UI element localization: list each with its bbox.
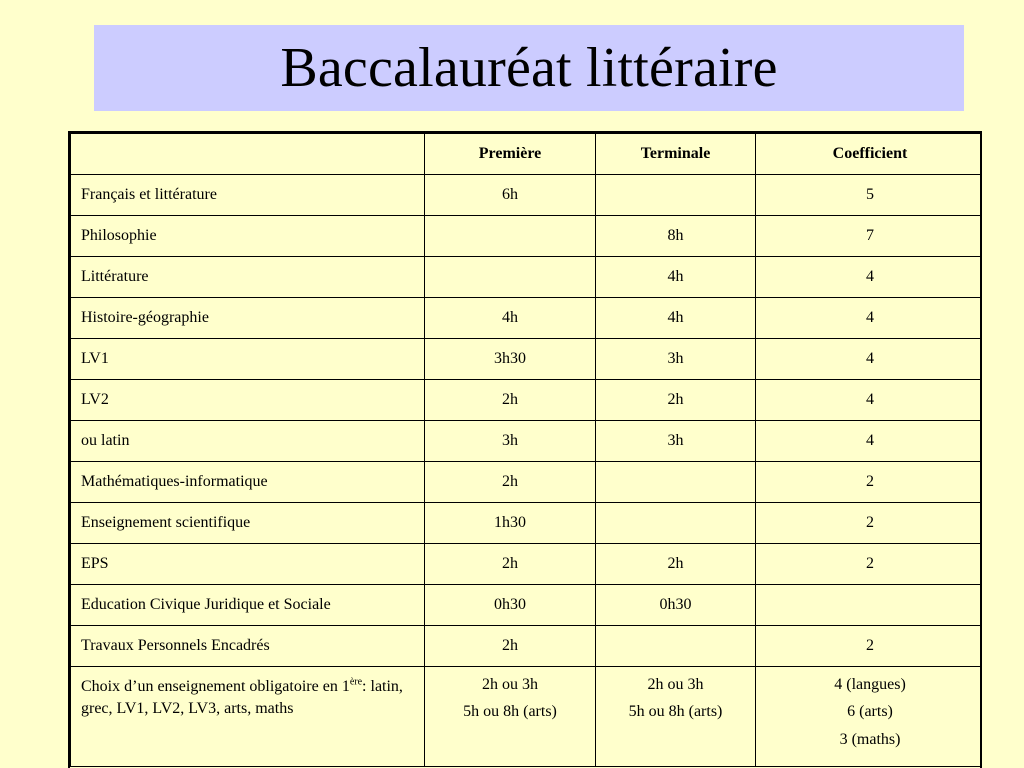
cell-terminale: 8h — [596, 216, 756, 257]
choice-label-sup: ère — [349, 676, 363, 688]
table-row — [71, 462, 983, 503]
cell-line: 2h ou 3h — [647, 676, 704, 693]
table-body — [71, 175, 983, 767]
cell-subject: Littérature — [71, 257, 425, 298]
cell-premiere: 1h30 — [425, 503, 596, 544]
header-cell-terminale: Terminale — [596, 134, 756, 175]
cell-subject: Histoire-géographie — [71, 298, 425, 339]
cell-premiere — [425, 667, 596, 767]
cell-subject: Mathématiques-informatique — [71, 462, 425, 503]
cell-line: 4 (langues) — [834, 676, 906, 693]
cell-premiere: 2h — [425, 380, 596, 421]
cell-coefficient — [756, 585, 983, 626]
cell-premiere: 2h — [425, 544, 596, 585]
cell-terminale — [596, 503, 756, 544]
cell-premiere: 2h — [425, 462, 596, 503]
cell-line: 5h ou 8h (arts) — [463, 703, 557, 720]
cell-line: 6 (arts) — [847, 703, 893, 720]
cell-coefficient: 4 — [756, 380, 983, 421]
cell-subject: Education Civique Juridique et Sociale — [71, 585, 425, 626]
cell-terminale — [596, 626, 756, 667]
cell-coefficient: 2 — [756, 503, 983, 544]
cell-terminale: 3h — [596, 339, 756, 380]
cell-subject: Français et littérature — [71, 175, 425, 216]
header-cell-subject — [71, 134, 425, 175]
table-row — [71, 503, 983, 544]
table-row — [71, 298, 983, 339]
cell-subject: LV1 — [71, 339, 425, 380]
cell-line: 3 (maths) — [839, 731, 901, 748]
cell-terminale: 0h30 — [596, 585, 756, 626]
cell-coefficient: 4 — [756, 339, 983, 380]
table-row — [71, 585, 983, 626]
page-title: Baccalauréat littéraire — [280, 37, 778, 99]
cell-subject: LV2 — [71, 380, 425, 421]
cell-coefficient: 4 — [756, 257, 983, 298]
cell-terminale: 2h — [596, 544, 756, 585]
table-row — [71, 626, 983, 667]
cell-subject: Philosophie — [71, 216, 425, 257]
cell-premiere: 6h — [425, 175, 596, 216]
cell-coefficient: 7 — [756, 216, 983, 257]
cell-coefficient: 2 — [756, 462, 983, 503]
table-container — [68, 131, 982, 768]
cell-terminale: 3h — [596, 421, 756, 462]
cell-subject: Enseignement scientifique — [71, 503, 425, 544]
cell-premiere: 3h — [425, 421, 596, 462]
header-row — [71, 134, 983, 175]
table-row — [71, 216, 983, 257]
cell-terminale: 4h — [596, 257, 756, 298]
header-cell-coefficient: Coefficient — [756, 134, 983, 175]
cell-coefficient: 2 — [756, 544, 983, 585]
choice-label-post: : latin, grec, LV1, LV2, LV3, arts, maths — [81, 678, 403, 717]
cell-coefficient: 4 — [756, 298, 983, 339]
cell-premiere — [425, 216, 596, 257]
cell-line: 2h ou 3h — [482, 676, 538, 693]
header-cell-premiere: Première — [425, 134, 596, 175]
cell-subject — [71, 667, 425, 767]
table-row — [71, 380, 983, 421]
table-row — [71, 544, 983, 585]
cell-terminale — [596, 175, 756, 216]
cell-terminale — [596, 667, 756, 767]
cell-subject: ou latin — [71, 421, 425, 462]
cell-premiere: 2h — [425, 626, 596, 667]
cell-terminale: 4h — [596, 298, 756, 339]
cell-terminale — [596, 462, 756, 503]
cell-premiere: 0h30 — [425, 585, 596, 626]
cell-coefficient: 5 — [756, 175, 983, 216]
title-box — [94, 25, 964, 111]
cell-subject: Travaux Personnels Encadrés — [71, 626, 425, 667]
cell-coefficient: 2 — [756, 626, 983, 667]
cell-line: 5h ou 8h (arts) — [628, 703, 723, 720]
cell-terminale: 2h — [596, 380, 756, 421]
table-row — [71, 175, 983, 216]
table-row-choice — [71, 667, 983, 767]
schedule-table — [70, 133, 982, 767]
cell-premiere: 4h — [425, 298, 596, 339]
cell-coefficient: 4 — [756, 421, 983, 462]
choice-label-pre: Choix d’un enseignement obligatoire en 1 — [81, 678, 350, 695]
cell-coefficient — [756, 667, 983, 767]
table-row — [71, 339, 983, 380]
cell-premiere: 3h30 — [425, 339, 596, 380]
table-row — [71, 257, 983, 298]
cell-premiere — [425, 257, 596, 298]
table-row — [71, 421, 983, 462]
cell-subject: EPS — [71, 544, 425, 585]
